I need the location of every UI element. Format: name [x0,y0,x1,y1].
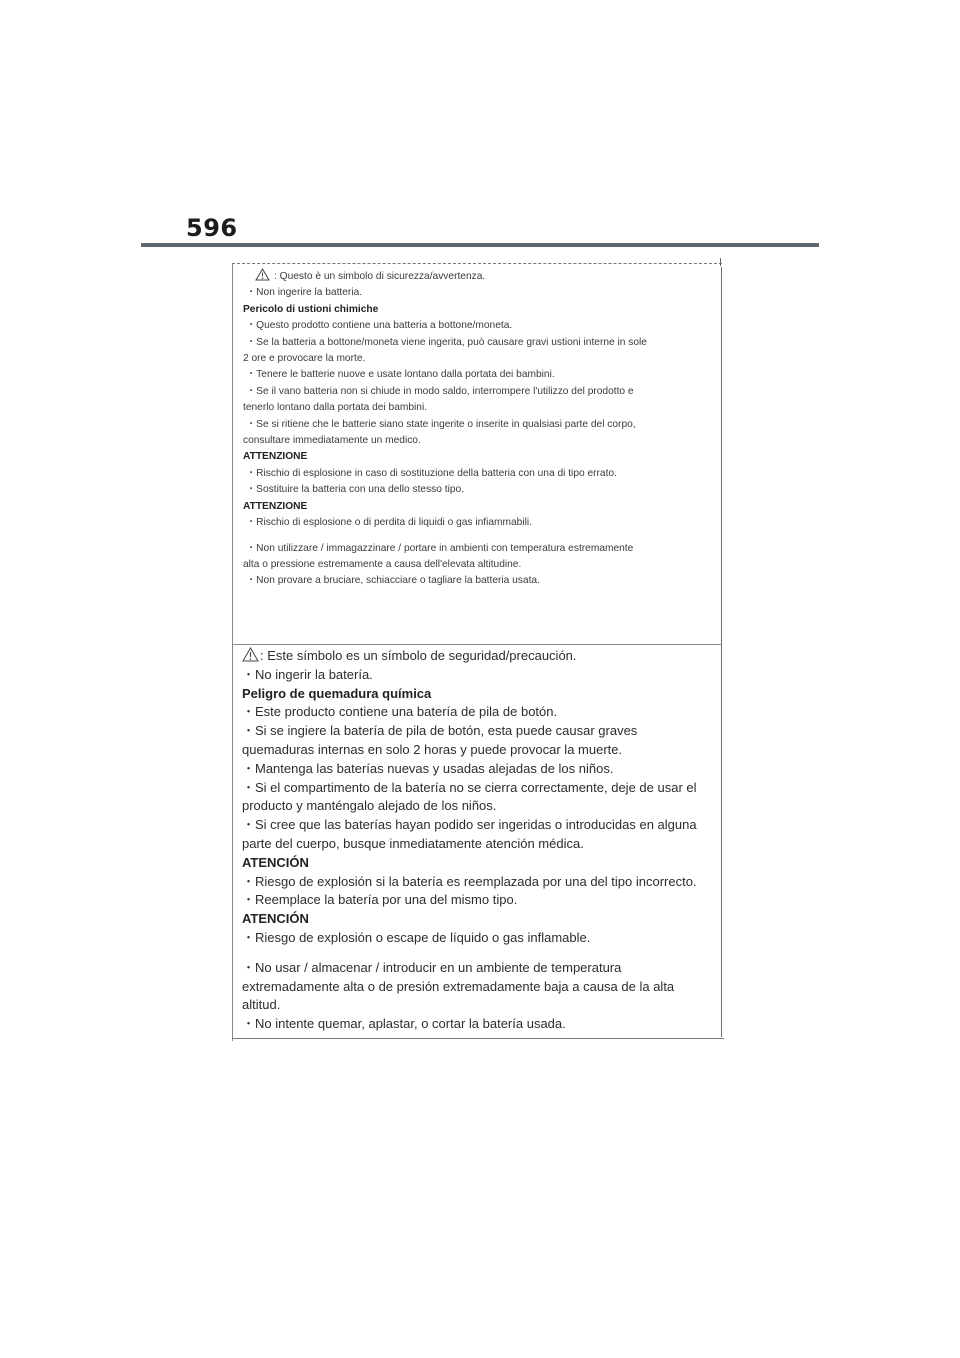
spanish-warning-section [242,647,712,1034]
italian-warning-section [243,268,713,590]
spanish-line: ・No intente quemar, aplastar, o cortar la batería usada. [242,1016,566,1032]
frame-bottom-border [232,1038,724,1039]
italian-line: ・Non utilizzare / immagazzinare / portare in ambienti con temperatura estremamente [246,542,634,554]
italian-line: ・Se la batteria a bottone/moneta viene ingerita, può causare gravi ustioni interne in sole [246,336,647,348]
page-number: 596 [186,214,238,242]
italian-line: ・Rischio di esplosione in caso di sostituzione della batteria con una di tipo errato. [246,467,617,479]
italian-line: ・Tenere le batterie nuove e usate lontano dalla portata dei bambini. [246,369,555,381]
italian-line: 2 ore e provocare la morte. [243,353,366,365]
spanish-line: quemaduras internas en solo 2 horas y puede provocar la muerte. [242,741,623,757]
header-rule [141,243,819,247]
italian-heading: ATTENZIONE [243,451,308,463]
italian-line: tenerlo lontano dalla portata dei bambini. [243,402,428,414]
spanish-line: extremadamente alta o de presión extremadamente baja a causa de la alta [242,978,675,994]
italian-line: alta o pressione estremamente a causa dell'elevata altitudine. [243,558,522,570]
italian-heading: ATTENZIONE [243,500,308,512]
spanish-symbol-line: : Este símbolo es un símbolo de seguridad/precaución. [242,647,712,666]
italian-line: ・Se si ritiene che le batterie siano state ingerite o inserite in qualsiasi parte del corpo, [246,418,636,430]
frame-left-border [232,263,233,1041]
spanish-line: ・No usar / almacenar / introducir en un ambiente de temperatura [242,959,622,975]
spanish-line: ・Riesgo de explosión si la batería es reemplazada por una del tipo incorrecto. [242,873,697,889]
spanish-line: parte del cuerpo, busque inmediatamente atención médica. [242,835,584,851]
frame-right-border [721,267,722,1037]
italian-heading: Pericolo di ustioni chimiche [243,303,379,315]
spanish-line: ・Reemplace la batería por una del mismo tipo. [242,892,518,908]
spanish-heading: ATENCIÓN [242,911,309,927]
frame-top-border [232,263,722,264]
spanish-line: ・Este producto contiene una batería de pila de botón. [242,704,558,720]
italian-line: ・Non provare a bruciare, schiacciare o tagliare la batteria usata. [246,575,540,587]
spanish-line: ・Si se ingiere la batería de pila de botón, esta puede causar graves [242,723,638,739]
spanish-line: ・Si cree que las baterías hayan podido ser ingeridas o introducidas en alguna [242,817,697,833]
italian-symbol-line: : Questo è un simbolo di sicurezza/avvertenza. [243,268,713,285]
italian-line: consultare immediatamente un medico. [243,435,421,447]
section-divider [232,644,722,645]
frame-corner-tick [720,258,721,266]
italian-line: ・Questo prodotto contiene una batteria a bottone/moneta. [246,320,513,332]
spanish-line: producto y manténgalo alejado de los niños. [242,798,497,814]
warning-triangle-icon [255,268,270,281]
spanish-line: altitud. [242,997,281,1013]
italian-line: ・Sostituire la batteria con una dello stesso tipo. [246,484,465,496]
italian-line: ・Rischio di esplosione o di perdita di liquidi o gas infiammabili. [246,517,532,529]
spanish-line: ・Riesgo de explosión o escape de líquido o gas inflamable. [242,929,591,945]
spanish-heading: Peligro de quemadura química [242,685,432,701]
spanish-heading: ATENCIÓN [242,854,309,870]
warning-triangle-icon [242,647,259,662]
spanish-line: ・Mantenga las baterías nuevas y usadas alejadas de los niños. [242,760,614,776]
spanish-line: ・No ingerir la batería. [242,666,373,682]
spanish-line: ・Si el compartimento de la batería no se cierra correctamente, deje de usar el [242,779,697,795]
italian-line: ・Se il vano batteria non si chiude in modo saldo, interrompere l'utilizzo del prodotto e [246,385,634,397]
italian-line: ・Non ingerire la batteria. [246,287,363,299]
